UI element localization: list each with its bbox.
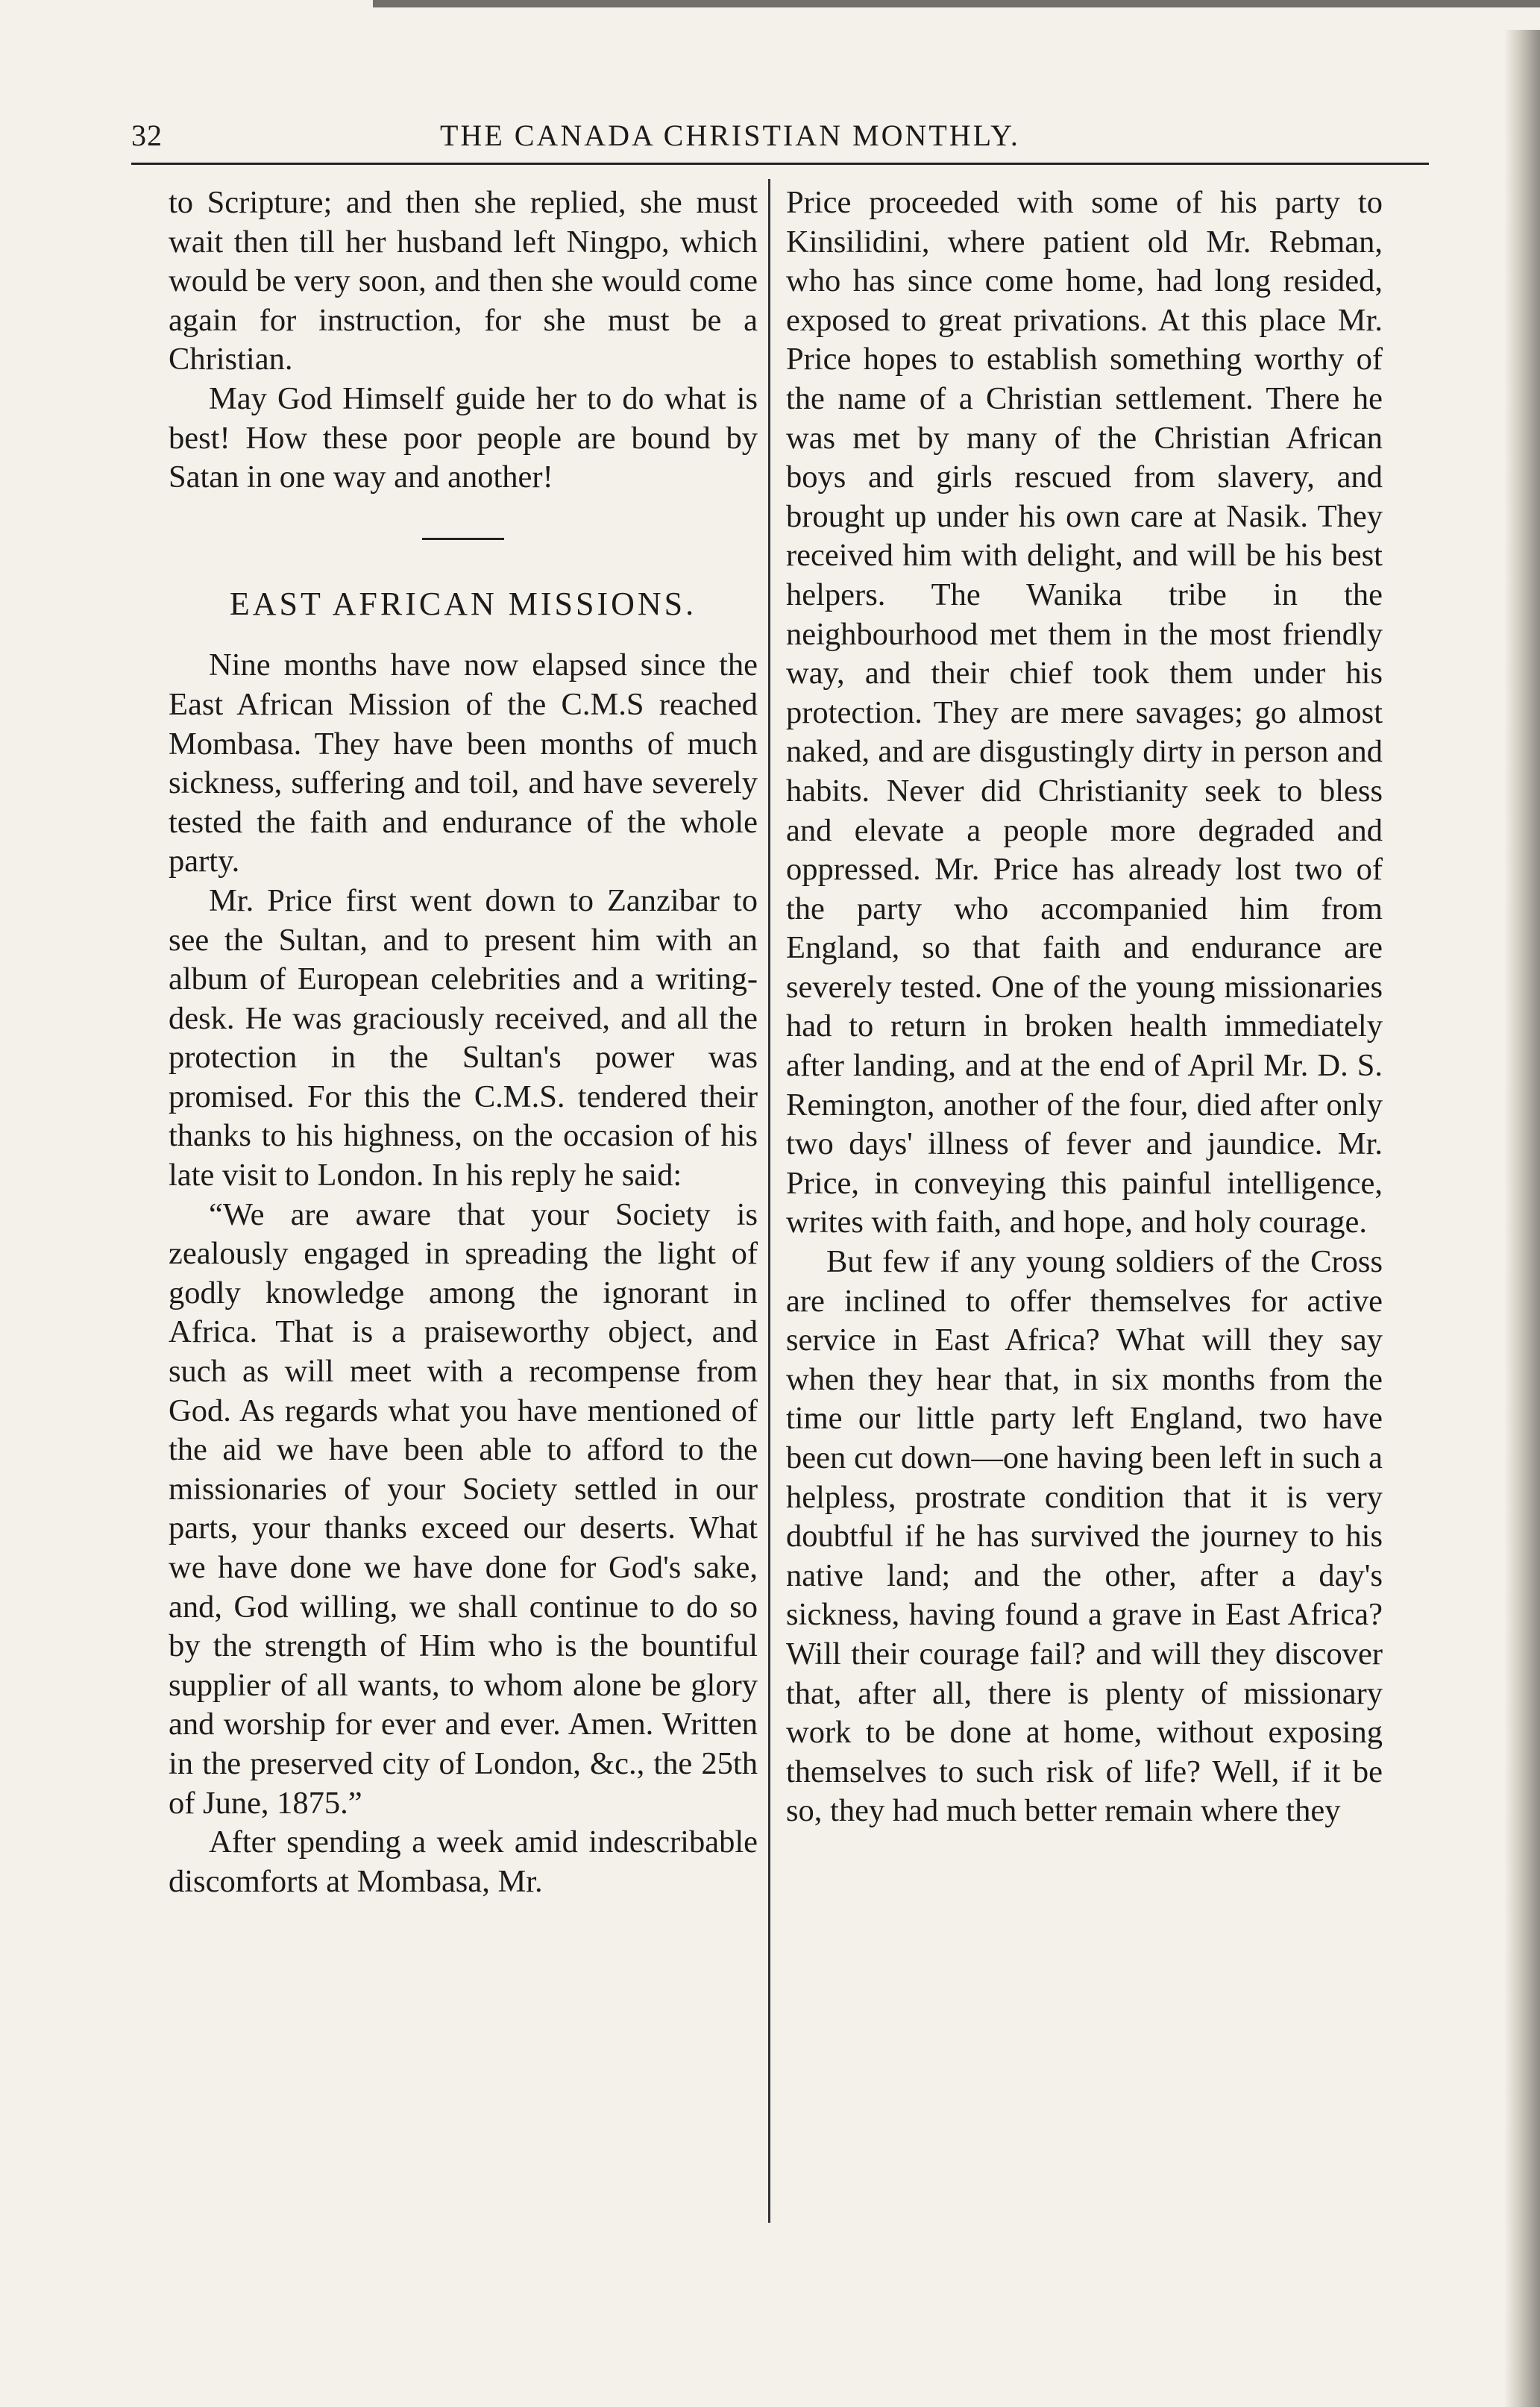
- page-number: 32: [131, 119, 163, 152]
- left-column: [169, 183, 758, 1901]
- header-rule: [131, 163, 1429, 165]
- section-divider: [422, 538, 504, 540]
- paragraph: But few if any young soldiers of the Cross are inclined to offer themselves for active service in East Africa? What will they say when they hear that, in six months from the time our little party left England, two have been cut down—one having been left in such a helpless, prostrate condition that it is very doubtful if he has survived the journey to his native land; and the other, after a day's sickness, having found a grave in East Africa? Will their courage fail? and will they discover that, after all, there is plenty of missionary work to be done at home, without exposing themselves to such risk of life? Well, if it be so, they had much better remain where they: [786, 1244, 1383, 1829]
- paragraph: to Scripture; and then she replied, she must wait then till her husband left Ningpo, which would be very soon, and then she would come again for instruction, for she must be a Christian.: [169, 185, 758, 377]
- paragraph: May God Himself guide her to do what is best! How these poor people are bound by Satan in one way and another!: [169, 380, 758, 495]
- scan-edge-right: [1504, 30, 1540, 2407]
- paragraph: After spending a week amid indescribable discomforts at Mombasa, Mr.: [169, 1824, 758, 1899]
- column-divider: [768, 179, 770, 2223]
- paragraph: Price proceeded with some of his party to Kinsilidini, where patient old Mr. Rebman, who has since come home, had long resided, exposed to great privations. At this place Mr. Price hopes to establish something worthy of the name of a Christian settlement. There he was met by many of the Christian African boys and girls rescued from slavery, and brought up under his own care at Nasik. They received him with delight, and will be his best helpers. The Wanika tribe in the neighbourhood met them in the most friendly way, and their chief took them under his protection. They are mere savages; go almost naked, and are disgustingly dirty in person and habits. Never did Christianity seek to bless and elevate a people more degraded and oppressed. Mr. Price has already lost two of the party who accompanied him from England, so that faith and endurance are severely tested. One of the young missionaries had to return in broken health immediately after landing, and at the end of April Mr. D. S. Remington, another of the four, died after only two days' illness of fever and jaundice. Mr. Price, in conveying this painful intelligence, writes with faith, and hope, and holy courage.: [786, 185, 1383, 1240]
- right-column: [786, 183, 1383, 1831]
- scan-edge-top: [373, 0, 1540, 7]
- running-title: THE CANADA CHRISTIAN MONTHLY.: [440, 119, 1020, 152]
- quote-paragraph: “We are aware that your Society is zealously engaged in spreading the light of godly knowledge among the ignorant in Africa. That is a praiseworthy object, and such as will meet with a recompense from God. As regards what you have mentioned of the aid we have been able to afford to the missionaries of your Society settled in our parts, your thanks exceed our deserts. What we have done we have done for God's sake, and, God willing, we shall continue to do so by the strength of Him who is the bountiful supplier of all wants, to whom alone be glory and worship for ever and ever. Amen. Written in the preserved city of London, &c., the 25th of June, 1875.”: [169, 1196, 758, 1821]
- paragraph: Nine months have now elapsed since the East African Mission of the C.M.S reached Mombasa. They have been months of much sickness, suffering and toil, and have severely tested the faith and endurance of the whole party.: [169, 647, 758, 879]
- paragraph: Mr. Price first went down to Zanzibar to see the Sultan, and to present him with an album of European celebrities and a writing-desk. He was graciously received, and all the protection in the Sultan's power was promised. For this the C.M.S. tendered their thanks to his highness, on the occasion of his late visit to London. In his reply he said:: [169, 882, 758, 1193]
- section-title: EAST AFRICAN MISSIONS.: [229, 585, 697, 622]
